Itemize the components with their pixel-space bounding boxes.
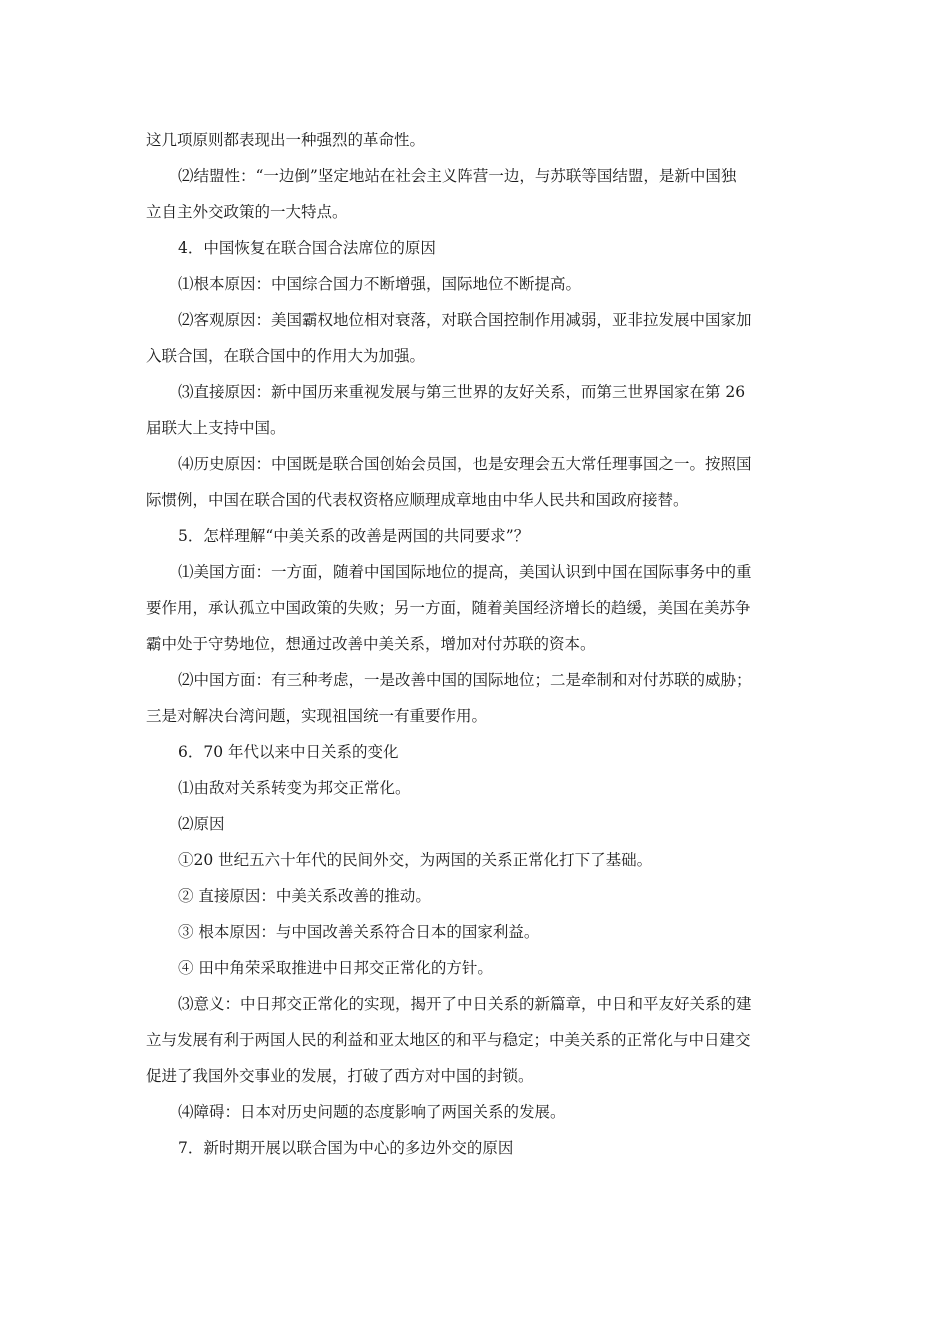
text-line: 立自主外交政策的一大特点。 [146,203,348,221]
text-line: ⑵原因 [178,815,225,833]
text-line: ⑵中国方面：有三种考虑，一是改善中国的国际地位；二是牵制和对付苏联的威胁； [178,671,752,689]
text-line: ⑵客观原因：美国霸权地位相对衰落，对联合国控制作用减弱，亚非拉发展中国家加 [178,311,752,329]
text-line: ⑴由敌对关系转变为邦交正常化。 [178,779,411,797]
text-line: ⑶意义：中日邦交正常化的实现，揭开了中日关系的新篇章，中日和平友好关系的建 [178,995,752,1013]
text-line: 促进了我国外交事业的发展，打破了西方对中国的封锁。 [146,1067,534,1085]
text-line: 霸中处于守势地位，想通过改善中美关系，增加对付苏联的资本。 [146,635,596,653]
text-line: ①20 世纪五六十年代的民间外交，为两国的关系正常化打下了基础。 [178,851,653,869]
text-line: ⑶直接原因：新中国历来重视发展与第三世界的友好关系，而第三世界国家在第 26 [178,383,746,401]
section-heading: 4．中国恢复在联合国合法席位的原因 [178,239,436,257]
text-line: ⑴美国方面：一方面，随着中国国际地位的提高，美国认识到中国在国际事务中的重 [178,563,752,581]
text-line: 入联合国，在联合国中的作用大为加强。 [146,347,426,365]
text-line: 要作用，承认孤立中国政策的失败；另一方面，随着美国经济增长的趋缓，美国在美苏争 [146,599,751,617]
text-line: 立与发展有利于两国人民的利益和亚太地区的和平与稳定；中美关系的正常化与中日建交 [146,1031,751,1049]
text-line: ⑴根本原因：中国综合国力不断增强，国际地位不断提高。 [178,275,582,293]
text-line: 三是对解决台湾问题，实现祖国统一有重要作用。 [146,707,488,725]
text-line: 这几项原则都表现出一种强烈的革命性。 [146,131,426,149]
text-line: ② 直接原因：中美关系改善的推动。 [178,887,431,905]
text-line: ⑵结盟性：“一边倒”坚定地站在社会主义阵营一边，与苏联等国结盟，是新中国独 [178,167,737,185]
section-heading: 7．新时期开展以联合国为中心的多边外交的原因 [178,1139,514,1157]
text-line: 际惯例，中国在联合国的代表权资格应顺理成章地由中华人民共和国政府接替。 [146,491,689,509]
text-line: 届联大上支持中国。 [146,419,286,437]
section-heading: 5．怎样理解“中美关系的改善是两国的共同要求”？ [178,527,530,545]
section-heading: 6．70 年代以来中日关系的变化 [178,743,399,761]
text-line: ③ 根本原因：与中国改善关系符合日本的国家利益。 [178,923,540,941]
text-line: ⑷历史原因：中国既是联合国创始会员国，也是安理会五大常任理事国之一。按照国 [178,455,752,473]
text-line: ⑷障碍：日本对历史问题的态度影响了两国关系的发展。 [178,1103,566,1121]
text-line: ④ 田中角荣采取推进中日邦交正常化的方针。 [178,959,493,977]
